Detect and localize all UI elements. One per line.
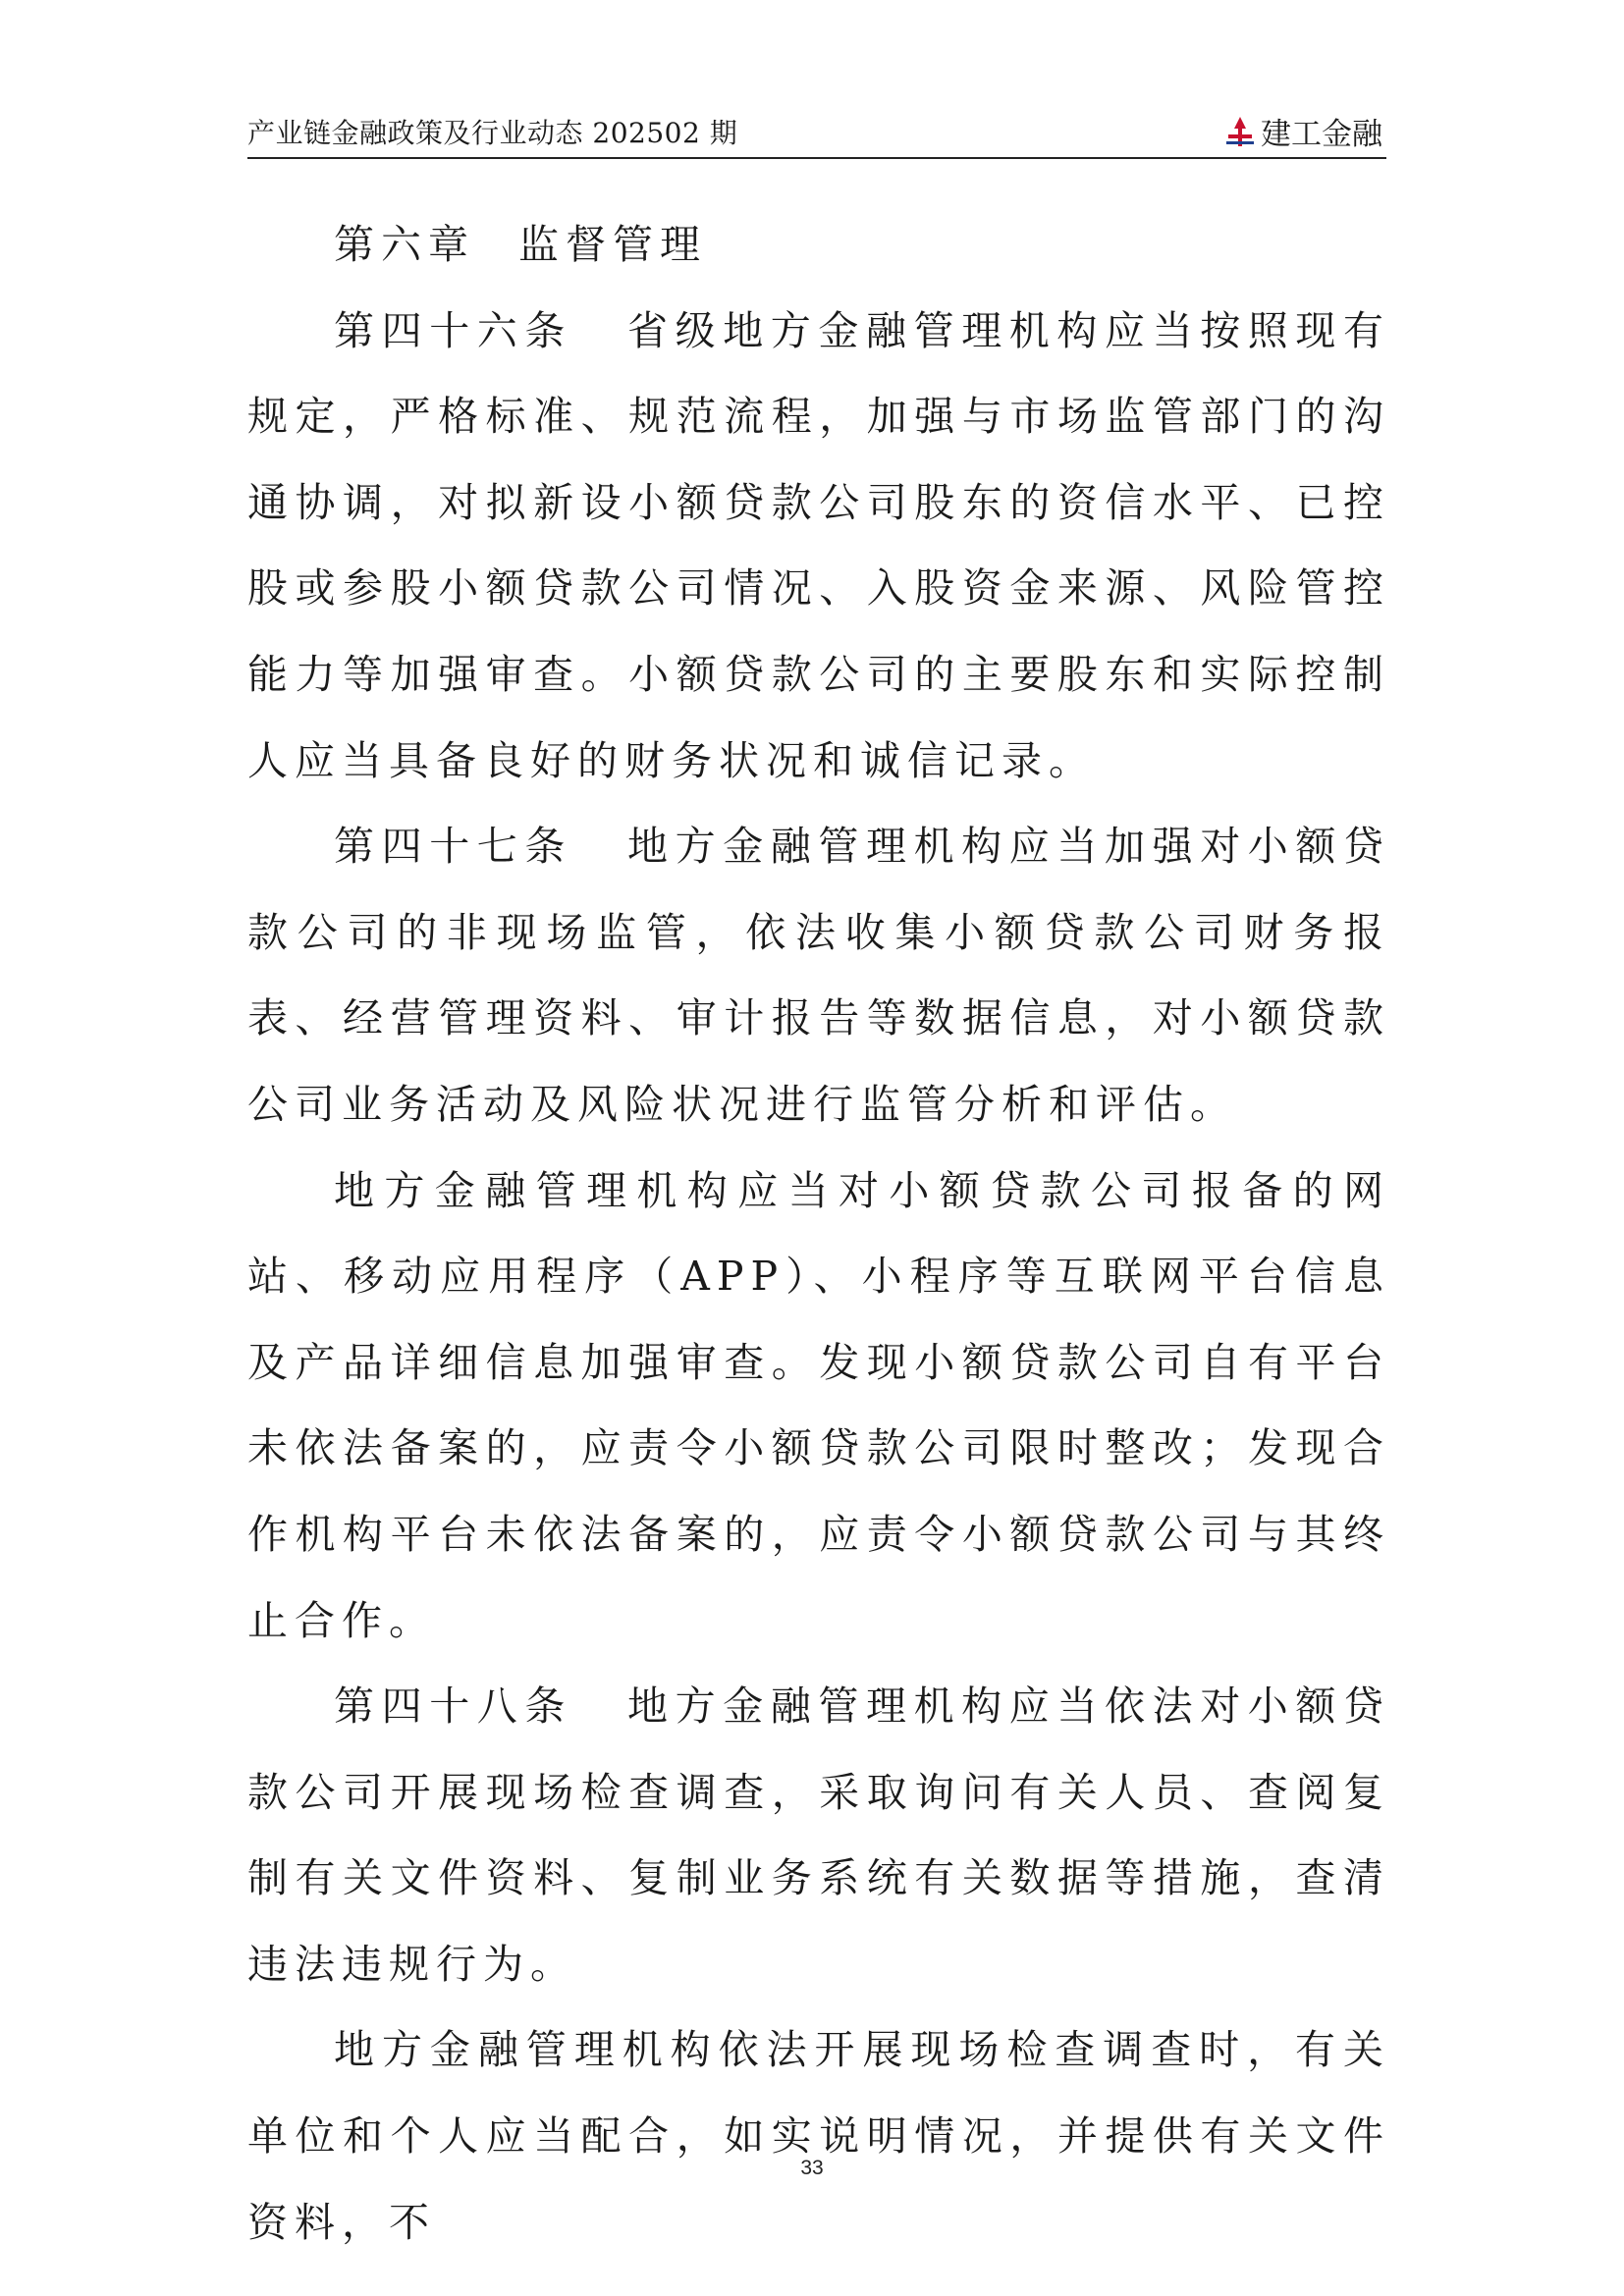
page-header	[247, 110, 1386, 159]
paragraph-text: 地方金融管理机构依法开展现场检查调查时，有关单位和个人应当配合，如实说明情况，并提供有关文件资料，不	[247, 2026, 1390, 2246]
paragraph-text: 省级地方金融管理机构应当按照现有规定，严格标准、规范流程，加强与市场监管部门的沟通协调，对拟新设小额贷款公司股东的资信水平、已控股或参股小额贷款公司情况、入股资金来源、风险管控能力等加强审查。小额贷款公司的主要股东和实际控制人应当具备良好的财务状况和诚信记录。	[247, 306, 1390, 784]
paragraph-text: 地方金融管理机构应当对小额贷款公司报备的网站、移动应用程序（APP）、小程序等互联网平台信息及产品详细信息加强审查。发现小额贷款公司自有平台未依法备案的，应责令小额贷款公司限时整改；发现合作机构平台未依法备案的，应责令小额贷款公司与其终止合作。	[247, 1166, 1390, 1644]
chapter-title: 监督管理	[518, 221, 707, 268]
article-number: 第四十八条	[334, 1682, 572, 1731]
article-paragraph	[247, 1664, 1390, 2007]
jiangong-logo-icon	[1223, 115, 1257, 148]
document-body	[247, 202, 1390, 2266]
header-title: 产业链金融政策及行业动态 202502 期	[247, 117, 738, 149]
article-number: 第四十七条	[334, 823, 572, 871]
article-number: 第四十六条	[334, 306, 572, 354]
brand	[1223, 109, 1382, 153]
article-paragraph	[247, 289, 1390, 805]
article-paragraph	[247, 804, 1390, 1148]
chapter-heading	[247, 202, 1390, 289]
paragraph-text: 地方金融管理机构应当依法对小额贷款公司开展现场检查调查，采取询问有关人员、查阅复制有关文件资料、复制业务系统有关数据等措施，查清违法违规行为。	[247, 1682, 1390, 1988]
page-number: 33	[800, 2157, 824, 2179]
paragraph-text: 地方金融管理机构应当加强对小额贷款公司的非现场监管，依法收集小额贷款公司财务报表、经营管理资料、审计报告等数据信息，对小额贷款公司业务活动及风险状况进行监管分析和评估。	[247, 823, 1390, 1128]
paragraph	[247, 2007, 1390, 2266]
brand-name: 建工金融	[1261, 117, 1382, 152]
chapter-number: 第六章	[334, 221, 475, 268]
paragraph	[247, 1148, 1390, 1665]
